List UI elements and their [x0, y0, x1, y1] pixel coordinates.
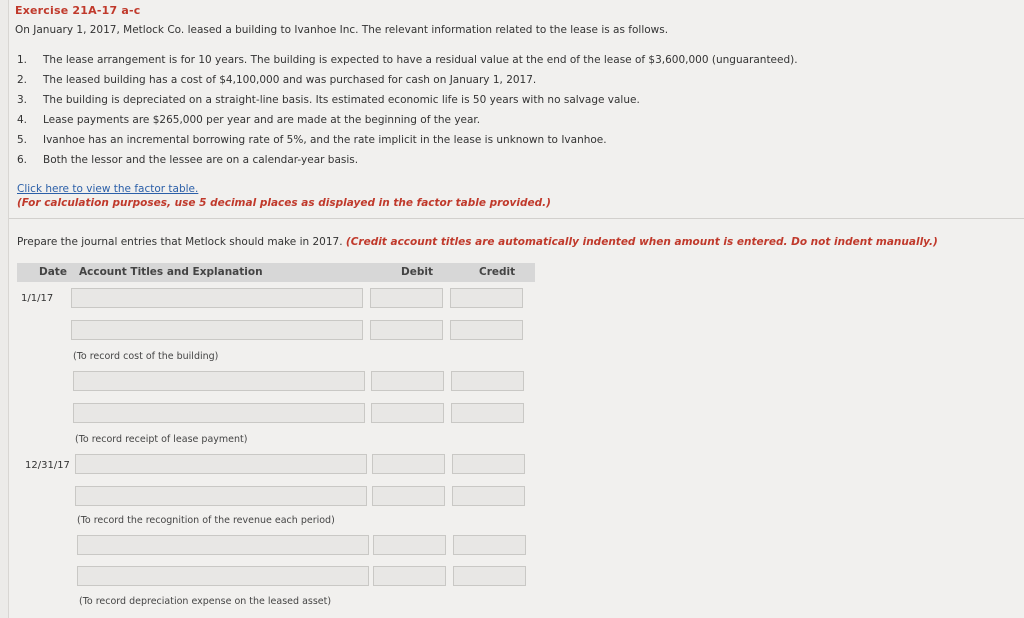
debit-input[interactable]: [371, 371, 444, 391]
intro-text: On January 1, 2017, Metlock Co. leased a building to Ivanhoe Inc. The relevant information related to the lease is as follows.: [15, 24, 669, 36]
exercise-title: Exercise 21A-17 a-c: [15, 4, 141, 17]
indent-note: (Credit account titles are automatically indented when amount is entered. Do not indent manually.): [345, 236, 938, 248]
account-input[interactable]: [77, 566, 369, 586]
account-input[interactable]: [75, 486, 367, 506]
credit-input[interactable]: [450, 288, 523, 308]
debit-input[interactable]: [372, 486, 445, 506]
entry-date-1: 1/1/17: [21, 293, 54, 304]
credit-input[interactable]: [453, 566, 526, 586]
credit-input[interactable]: [451, 371, 524, 391]
account-input[interactable]: [71, 320, 363, 340]
account-input[interactable]: [73, 403, 365, 423]
credit-input[interactable]: [452, 486, 525, 506]
account-column-header: Account Titles and Explanation: [79, 266, 263, 278]
exercise-panel: Exercise 21A-17 a-c On January 1, 2017, Metlock Co. leased a building to Ivanhoe Inc. The relevant information related to the lease is as follows. 1. The lease arrangement is for 10 years. The building is expected to have a residual value at the end of the lease of $3,600,000 (unguaranteed). 2. The leased building has a cost of $4,100,000 and was purchased for cash on January 1, 2017. 3. The building is depreciated on a straight-line basis. Its estimated economic life is 50 years with no salvage value. 4. Lease payments are $265,000 per year and are made at the beginning of the year. 5. Ivanhoe has an incremental borrowing rate of 5%, and the rate implicit in the lease is unknown to Ivanhoe. 6. Both the lessor and the lessee are on a calendar-year basis. Click here to view the factor table. (For calculation purposes, use 5 decimal places as displayed in the factor table provided.) Prepare the journal entries that Metlock should make in 2017. (Credit account titles are automatically indented when amount is entered. Do not indent manually.) Date Account Titles and Explanation Debit Credit 1/1/17 (To record cost of the building) (To record receipt of lease payment) 12/31/17 (To record the recognition of the revenue each period) (To record depreciation expense on the leased asset): [8, 0, 1024, 618]
entry-note: (To record the recognition of the revenue each period): [77, 515, 335, 526]
entry-note: (To record receipt of lease payment): [75, 434, 248, 445]
factor-table-link[interactable]: Click here to view the factor table.: [17, 183, 199, 195]
calculation-note: (For calculation purposes, use 5 decimal places as displayed in the factor table provided.): [17, 197, 551, 209]
debit-input[interactable]: [370, 320, 443, 340]
account-input[interactable]: [77, 535, 369, 555]
journal-table-header: [17, 263, 535, 282]
credit-column-header: Credit: [479, 266, 516, 278]
debit-input[interactable]: [370, 288, 443, 308]
entry-note: (To record depreciation expense on the leased asset): [79, 596, 332, 607]
debit-input[interactable]: [372, 454, 445, 474]
credit-input[interactable]: [453, 535, 526, 555]
account-input[interactable]: [75, 454, 367, 474]
entry-note: (To record cost of the building): [73, 351, 219, 362]
account-input[interactable]: [73, 371, 365, 391]
debit-column-header: Debit: [401, 266, 433, 278]
credit-input[interactable]: [452, 454, 525, 474]
instructions: Prepare the journal entries that Metlock should make in 2017. (Credit account titles are automatically indented when amount is entered. Do not indent manually.): [17, 236, 938, 248]
debit-input[interactable]: [373, 566, 446, 586]
section-divider: [9, 218, 1024, 219]
credit-input[interactable]: [451, 403, 524, 423]
account-input[interactable]: [71, 288, 363, 308]
debit-input[interactable]: [373, 535, 446, 555]
date-column-header: Date: [39, 266, 67, 278]
debit-input[interactable]: [371, 403, 444, 423]
entry-date-2: 12/31/17: [25, 460, 70, 471]
credit-input[interactable]: [450, 320, 523, 340]
